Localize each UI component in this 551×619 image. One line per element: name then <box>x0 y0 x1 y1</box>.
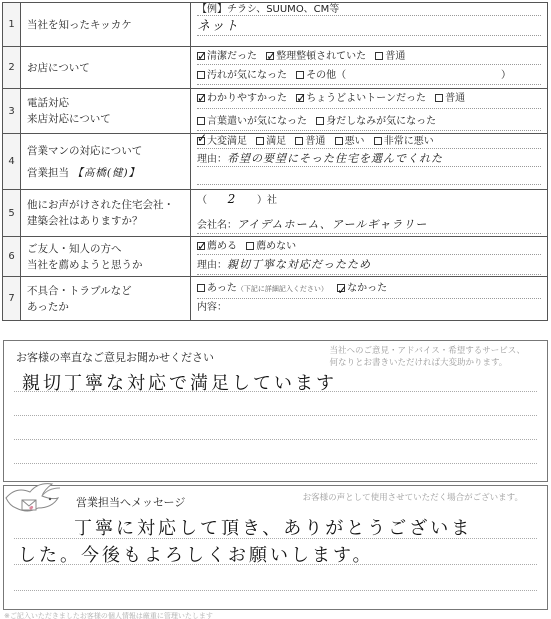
survey-row-2 <box>3 47 548 89</box>
checkbox[interactable] <box>246 242 254 250</box>
option[interactable]: ✓清潔だった <box>197 47 257 67</box>
question-label: 不具合・トラブルなど あったか <box>21 277 191 321</box>
recommend-line <box>197 237 541 255</box>
dove-icon <box>2 478 64 520</box>
row-number: 7 <box>3 277 21 321</box>
checkbox-checked[interactable] <box>266 52 274 60</box>
question-label: ご友人・知人の方へ 当社を薦めようと思うか <box>21 237 191 277</box>
option[interactable]: あった（下記に詳細記入ください） <box>197 277 328 301</box>
staff-name: 【高橋(健)】 <box>72 166 141 179</box>
message-title: 営業担当へメッセージ <box>76 496 186 509</box>
answer-cell <box>191 3 548 47</box>
option[interactable]: 非常に悪い <box>374 134 434 149</box>
checkbox-checked[interactable] <box>197 94 205 102</box>
reason-line: 理由：親切丁寧な対応だったため <box>197 255 541 275</box>
survey-row-1 <box>3 3 548 47</box>
answer-cell <box>191 237 548 277</box>
checkbox-checked[interactable] <box>197 242 205 250</box>
footer-note: ※ご記入いただきましたお客様の個人情報は厳重に管理いたします <box>4 612 213 619</box>
row-number: 3 <box>3 89 21 134</box>
answer-cell <box>191 47 548 89</box>
answer-cell <box>191 190 548 237</box>
answer-cell <box>191 277 548 321</box>
survey-row-6 <box>3 237 548 277</box>
options-line-2 <box>197 109 541 131</box>
checkbox-checked[interactable] <box>337 284 345 292</box>
handwritten-reason: 希望の要望にそった住宅を選んでくれた <box>227 152 443 165</box>
checkbox-checked[interactable] <box>197 137 205 145</box>
rating-line <box>197 134 541 149</box>
question-label: 営業マンの対応について 営業担当 【高橋(健)】 <box>21 134 191 190</box>
ruled-line <box>14 415 537 416</box>
option[interactable]: ✓わかりやすかった <box>197 89 287 109</box>
option[interactable]: 普通 <box>375 47 405 67</box>
option[interactable]: ✓ なかった <box>337 277 387 301</box>
checkbox[interactable] <box>296 71 304 79</box>
option[interactable]: 満足 <box>256 134 286 149</box>
row-number: 4 <box>3 134 21 190</box>
content-line: 内容： <box>197 302 227 313</box>
option[interactable]: 普通 <box>295 134 325 149</box>
option[interactable]: 身だしなみが気になった <box>316 109 436 135</box>
question-label: お店について <box>21 47 191 89</box>
options-line-1 <box>197 47 541 65</box>
trouble-line <box>197 277 541 299</box>
opinion-title: お客様の率直なご意見お聞かせください <box>16 351 214 364</box>
message-panel <box>3 485 548 610</box>
row-number: 6 <box>3 237 21 277</box>
survey-row-7 <box>3 277 548 321</box>
handwritten-companies: アイデムホーム、アールギャラリー <box>237 218 428 231</box>
checkbox[interactable] <box>375 52 383 60</box>
opinion-note: 当社へのご意見・アドバイス・希望するサービス、 何なりとお書きいただければ大変助かります。 <box>329 346 525 368</box>
option[interactable]: 言葉遣いが気になった <box>197 109 307 135</box>
checkbox-checked[interactable] <box>296 94 304 102</box>
option[interactable]: 汚れが気になった <box>197 65 287 87</box>
handwritten-count: 2 <box>227 192 237 206</box>
ruled-line <box>14 439 537 440</box>
handwritten-opinion: 親切丁寧な対応で満足しています <box>22 373 337 394</box>
opinion-panel <box>3 340 548 482</box>
answer-cell <box>191 134 548 190</box>
count-line: （ 2 ）社 <box>197 192 277 206</box>
handwritten-answer: ネット <box>197 16 541 36</box>
handwritten-message-line-2: した。今後もよろしくお願いします。 <box>18 545 374 566</box>
ruled-line <box>14 590 537 591</box>
question-label: 当社を知ったキッカケ <box>21 3 191 47</box>
survey-row-3 <box>3 89 548 134</box>
option[interactable]: 悪い <box>335 134 365 149</box>
message-note: お客様の声として使用させていただく場合がございます。 <box>302 493 523 503</box>
checkbox[interactable] <box>295 137 303 145</box>
reason-line: 理由：希望の要望にそった住宅を選んでくれた <box>197 149 541 167</box>
answer-cell <box>191 89 548 134</box>
option[interactable]: その他（ <box>296 65 346 87</box>
question-label: 電話対応 来店対応について <box>21 89 191 134</box>
row-number: 2 <box>3 47 21 89</box>
survey-table <box>2 2 548 321</box>
option[interactable]: ✓ ちょうどよいトーンだった <box>296 89 426 109</box>
checkbox[interactable] <box>197 71 205 79</box>
options-line-2 <box>197 65 541 85</box>
options-line-1 <box>197 89 541 109</box>
checkbox[interactable] <box>197 117 205 125</box>
option[interactable]: ✓ 整理整頓されていた <box>266 47 366 67</box>
checkbox[interactable] <box>256 137 264 145</box>
checkbox[interactable] <box>374 137 382 145</box>
question-label: 他にお声がけされた住宅会社・ 建築会社はありますか？ <box>21 190 191 237</box>
row-number: 5 <box>3 190 21 237</box>
close-paren: ） <box>501 70 511 81</box>
example-line: 【例】チラシ、SUUMO、CM等 <box>197 3 541 16</box>
handwritten-message-line-1: 丁寧に対応して頂き、ありがとうございま <box>74 518 473 539</box>
blank-line <box>197 167 541 185</box>
checkbox[interactable] <box>435 94 443 102</box>
survey-row-4 <box>3 134 548 190</box>
checkbox[interactable] <box>197 284 205 292</box>
option[interactable]: ✓大変満足 <box>197 134 247 149</box>
survey-row-5 <box>3 190 548 237</box>
checkbox-checked[interactable] <box>197 52 205 60</box>
company-line: 会社名：アイデムホーム、アールギャラリー <box>197 210 541 234</box>
handwritten-reason: 親切丁寧な対応だったため <box>227 258 371 271</box>
option[interactable]: 薦めない <box>246 237 296 257</box>
option[interactable]: ✓薦める <box>197 237 237 257</box>
checkbox[interactable] <box>335 137 343 145</box>
ruled-line <box>14 463 537 464</box>
row-number: 1 <box>3 3 21 47</box>
option[interactable]: 普通 <box>435 89 465 109</box>
checkbox[interactable] <box>316 117 324 125</box>
